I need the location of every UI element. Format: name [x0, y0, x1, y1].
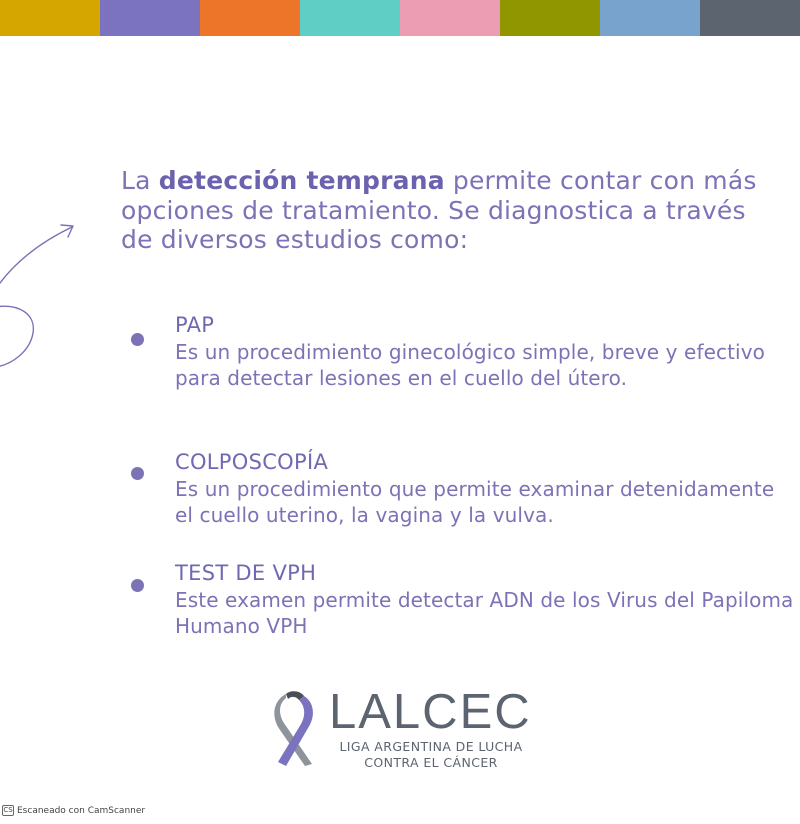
color-bar-segment [700, 0, 800, 36]
intro-rest: permite contar con más opciones de tratamiento. Se diagnostica a través de diversos estudios como: [121, 166, 757, 254]
bullet-icon [131, 579, 144, 592]
item-title: TEST DE VPH [175, 561, 317, 585]
item-description: Este examen permite detectar ADN de los Virus del Papiloma Humano VPH [175, 588, 794, 638]
color-bar-segment [500, 0, 600, 36]
color-bar-segment [100, 0, 200, 36]
color-bar-segment [200, 0, 300, 36]
logo-name: LALCEC [329, 685, 532, 739]
scanner-note-text: Escaneado con CamScanner [17, 806, 146, 816]
intro-highlight: detección temprana [158, 166, 445, 195]
intro-lead: La [121, 166, 159, 195]
bullet-icon [131, 333, 144, 346]
camscanner-icon: CS [3, 806, 13, 814]
top-color-bar [0, 0, 800, 36]
logo-subtitle: LIGA ARGENTINA DE LUCHA CONTRA EL CÁNCER [339, 739, 523, 770]
color-bar-segment [0, 0, 100, 36]
item-title: PAP [175, 313, 215, 337]
intro-paragraph [121, 166, 761, 255]
item-title: COLPOSCOPÍA [175, 450, 329, 474]
item-description: Es un procedimiento ginecológico simple, breve y efectivo para detectar lesiones en el cuello del útero. [175, 340, 765, 390]
awareness-ribbon-icon [272, 690, 322, 770]
decorative-arrow-icon [0, 215, 90, 375]
color-bar-segment [600, 0, 700, 36]
color-bar-segment [300, 0, 400, 36]
scanner-note [2, 805, 145, 816]
color-bar-segment [400, 0, 500, 36]
item-description: Es un procedimiento que permite examinar detenidamente el cuello uterino, la vagina y la vulva. [175, 477, 775, 527]
lalcec-logo [272, 685, 542, 770]
bullet-icon [131, 467, 144, 480]
